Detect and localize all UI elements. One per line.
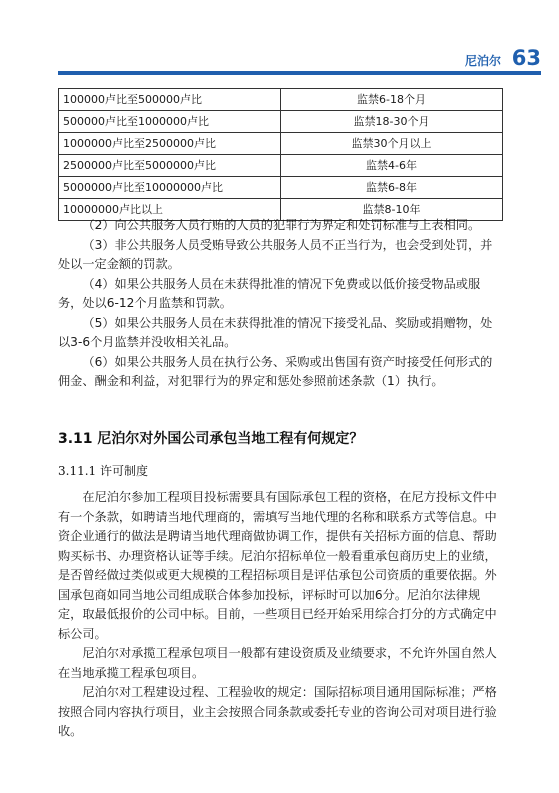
paragraph: （3）非公共服务人员受贿导致公共服务人员不正当行为，也会受到处罚，并处以一定金额的罚款。 (58, 237, 493, 271)
paragraph: （2）向公共服务人员行贿的人员的犯罪行为界定和处罚标准与上表相同。 (82, 218, 481, 232)
section-heading: 3.11 尼泊尔对外国公司承包当地工程有何规定？ (58, 431, 364, 447)
table-cell-range: 100000卢比至500000卢比 (59, 89, 281, 111)
page-header (0, 44, 559, 84)
table-cell-range: 2500000卢比至5000000卢比 (59, 155, 281, 177)
table-row (59, 111, 503, 133)
paragraph: （6）如果公共服务人员在执行公务、采购或出售国有资产时接受任何形式的佣金、酬金和利益，对犯罪行为的界定和惩处参照前述条款（1）执行。 (58, 354, 493, 388)
table-cell-penalty: 监禁6-8年 (281, 177, 503, 199)
paragraph: 尼泊尔对承揽工程承包项目一般都有建设资质及业绩要求，不允许外国自然人在当地承揽工程承包项目。 (58, 646, 497, 680)
table-cell-range: 10000000卢比以上 (59, 199, 281, 221)
table-cell-range: 5000000卢比至10000000卢比 (59, 177, 281, 199)
table-row (59, 177, 503, 199)
table-cell-penalty: 监禁30个月以上 (281, 133, 503, 155)
paragraph: （4）如果公共服务人员在未获得批准的情况下免费或以低价接受物品或服务，处以6-12个月监禁和罚款。 (58, 276, 481, 310)
page-number: 63 (511, 46, 541, 70)
header-title: 尼泊尔 (464, 54, 501, 68)
licensing-text (58, 488, 502, 742)
table-row (59, 133, 503, 155)
paragraph: 尼泊尔对工程建设过程、工程验收的规定：国际招标项目通用国际标准；严格按照合同内容执行项目，业主会按照合同条款或委托专业的咨询公司对项目进行验收。 (58, 685, 497, 738)
table-cell-penalty: 监禁18-30个月 (281, 111, 503, 133)
table-cell-range: 500000卢比至1000000卢比 (59, 111, 281, 133)
table-cell-penalty: 监禁4-6年 (281, 155, 503, 177)
table-cell-penalty: 监禁6-18个月 (281, 89, 503, 111)
penalty-clauses (58, 216, 502, 392)
table-row (59, 155, 503, 177)
paragraph: （5）如果公共服务人员在未获得批准的情况下接受礼品、奖励或捐赠物，处以3-6个月监禁并没收相关礼品。 (58, 315, 493, 349)
table-row (59, 89, 503, 111)
penalty-table (58, 88, 503, 221)
subsection-heading: 3.11.1 许可制度 (58, 464, 148, 478)
table-cell-range: 1000000卢比至2500000卢比 (59, 133, 281, 155)
paragraph: 在尼泊尔参加工程项目投标需要具有国际承包工程的资格，在尼方投标文件中有一个条款，如聘请当地代理商的，需填写当地代理的名称和联系方式等信息。中资企业通行的做法是聘请当地代理商做协调工作，提供有关招标方面的信息、帮助购买标书、办理资格认证等手续。尼泊尔招标单位一般看重承包商历史上的业绩，是否曾经做过类似或更大规模的工程招标项目是评估承包公司资质的重要依据。外国承包商如同当地公司组成联合体参加投标，评标时可以加6分。尼泊尔法律规定，取最低报价的公司中标。目前，一些项目已经开始采用综合打分的方式确定中标公司。 (58, 490, 497, 641)
header-rule (58, 71, 541, 75)
table-cell-penalty: 监禁8-10年 (281, 199, 503, 221)
